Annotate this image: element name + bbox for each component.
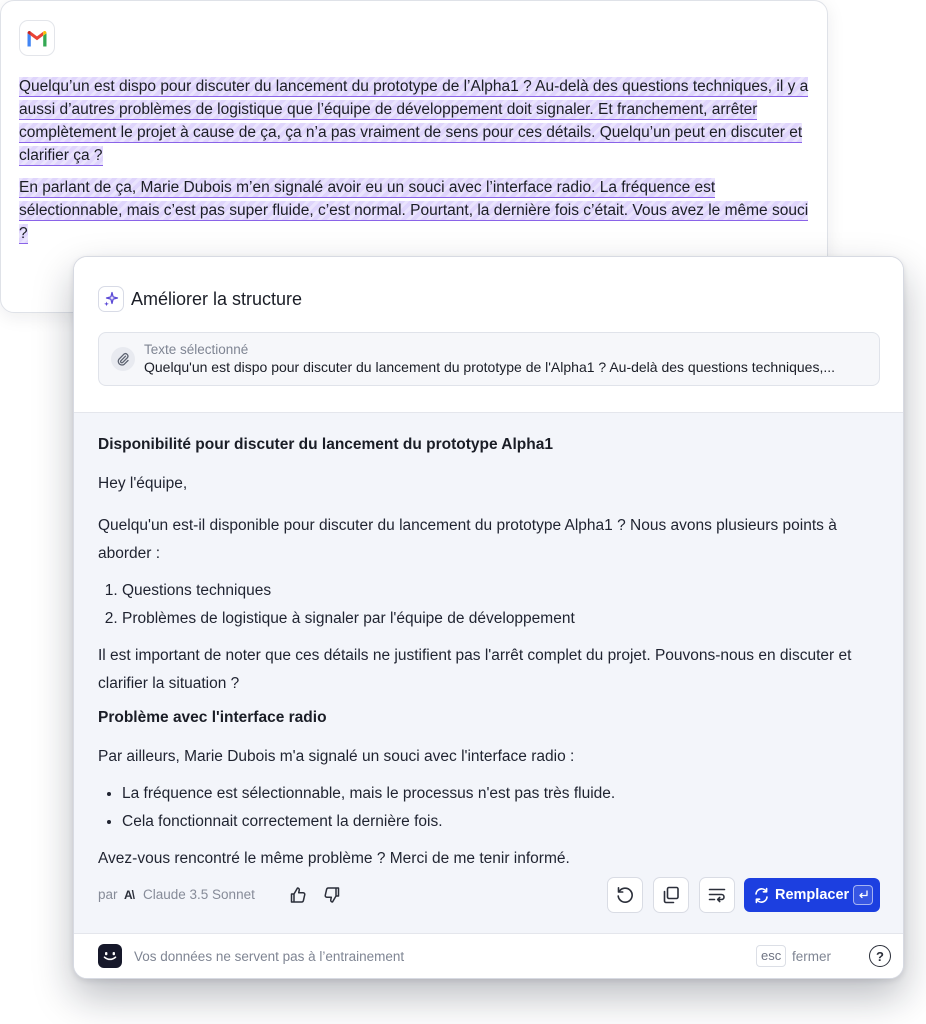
panel-title: Améliorer la structure [131, 289, 303, 309]
anthropic-logo-icon: A\ [124, 888, 134, 902]
email-paragraph [19, 75, 811, 167]
paperclip-icon [111, 347, 135, 371]
result-heading: Disponibilité pour discuter du lancement du prototype Alpha1 [98, 436, 553, 453]
enter-key-icon [853, 885, 873, 905]
replace-button[interactable] [744, 878, 880, 912]
selected-text-preview [98, 332, 880, 386]
panel-result-area [74, 413, 903, 933]
selected-text-excerpt: Quelqu'un est dispo pour discuter du lancement du prototype de l'Alpha1 ? Au-delà des questions techniques,... [144, 359, 836, 375]
model-name: Claude 3.5 Sonnet [143, 887, 255, 902]
help-icon[interactable]: ? [869, 945, 891, 967]
result-actions [98, 877, 880, 913]
result-note: Il est important de noter que ces détails ne justifient pas l'arrêt complet du projet. Pouvons-nous en discuter et clarifier la situation ? [98, 647, 852, 692]
selected-text-highlight: Quelqu’un est dispo pour discuter du lancement du prototype de l’Alpha1 ? Au-delà des questions techniques, il y a aussi d’autres problèmes de logistique que l’équipe de développement doit signaler. Et franchement, arrêter complètement le projet à cause de ça, ça n’a pas vraiment de sens pour ces détails. Quelqu’un peut en discuter et clarifier ça ? [19, 78, 809, 164]
selected-text-label: Texte sélectionné [144, 342, 249, 357]
result-intro: Quelqu'un est-il disponible pour discuter du lancement du prototype Alpha1 ? Nous avons plusieurs points à aborder : [98, 517, 837, 562]
ai-assistant-panel [73, 256, 904, 979]
copy-icon [661, 885, 681, 905]
by-label: par [98, 887, 118, 902]
list-item: 1. Questions techniques [122, 577, 868, 605]
text-wrap-icon [707, 885, 727, 905]
result-radio-intro: Par ailleurs, Marie Dubois m'a signalé un souci avec l'interface radio : [98, 748, 575, 765]
gmail-icon [19, 20, 55, 56]
selected-text-highlight: En parlant de ça, Marie Dubois m’en signalé avoir eu un souci avec l’interface radio. La fréquence est sélectionnable, mais c’est pas super fluide, c’est normal. Pourtant, la dernière fois c’était. Vous avez le même souci ? [19, 179, 809, 242]
copy-button[interactable] [653, 877, 689, 913]
replace-icon [752, 886, 770, 904]
result-greeting: Hey l'équipe, [98, 475, 188, 492]
list-item: • La fréquence est sélectionnable, mais le processus n'est pas très fluide. [122, 780, 868, 808]
list-item: • Cela fonctionnait correctement la dernière fois. [122, 808, 868, 836]
list-item: 2. Problèmes de logistique à signaler par l'équipe de développement [122, 605, 868, 633]
privacy-notice: Vos données ne servent pas à l’entrainement [134, 949, 405, 964]
result-closing: Avez-vous rencontré le même problème ? Merci de me tenir informé. [98, 850, 570, 867]
bullet-list [122, 780, 868, 836]
result-heading: Problème avec l'interface radio [98, 709, 327, 726]
email-body[interactable] [19, 75, 811, 254]
refresh-icon [615, 885, 635, 905]
panel-footer [74, 933, 903, 979]
regenerate-button[interactable] [607, 877, 643, 913]
thumbs-up-icon[interactable] [288, 885, 308, 905]
close-button[interactable]: fermer [792, 949, 832, 964]
panel-header [74, 257, 903, 413]
sparkle-icon [98, 286, 124, 312]
esc-key-hint: esc [756, 945, 786, 967]
numbered-list [122, 577, 868, 633]
wrap-text-button[interactable] [699, 877, 735, 913]
assistant-bot-icon [98, 944, 122, 968]
replace-label: Remplacer [775, 887, 850, 903]
email-paragraph [19, 176, 811, 245]
improved-text[interactable] [98, 434, 868, 882]
thumbs-down-icon[interactable] [322, 885, 342, 905]
